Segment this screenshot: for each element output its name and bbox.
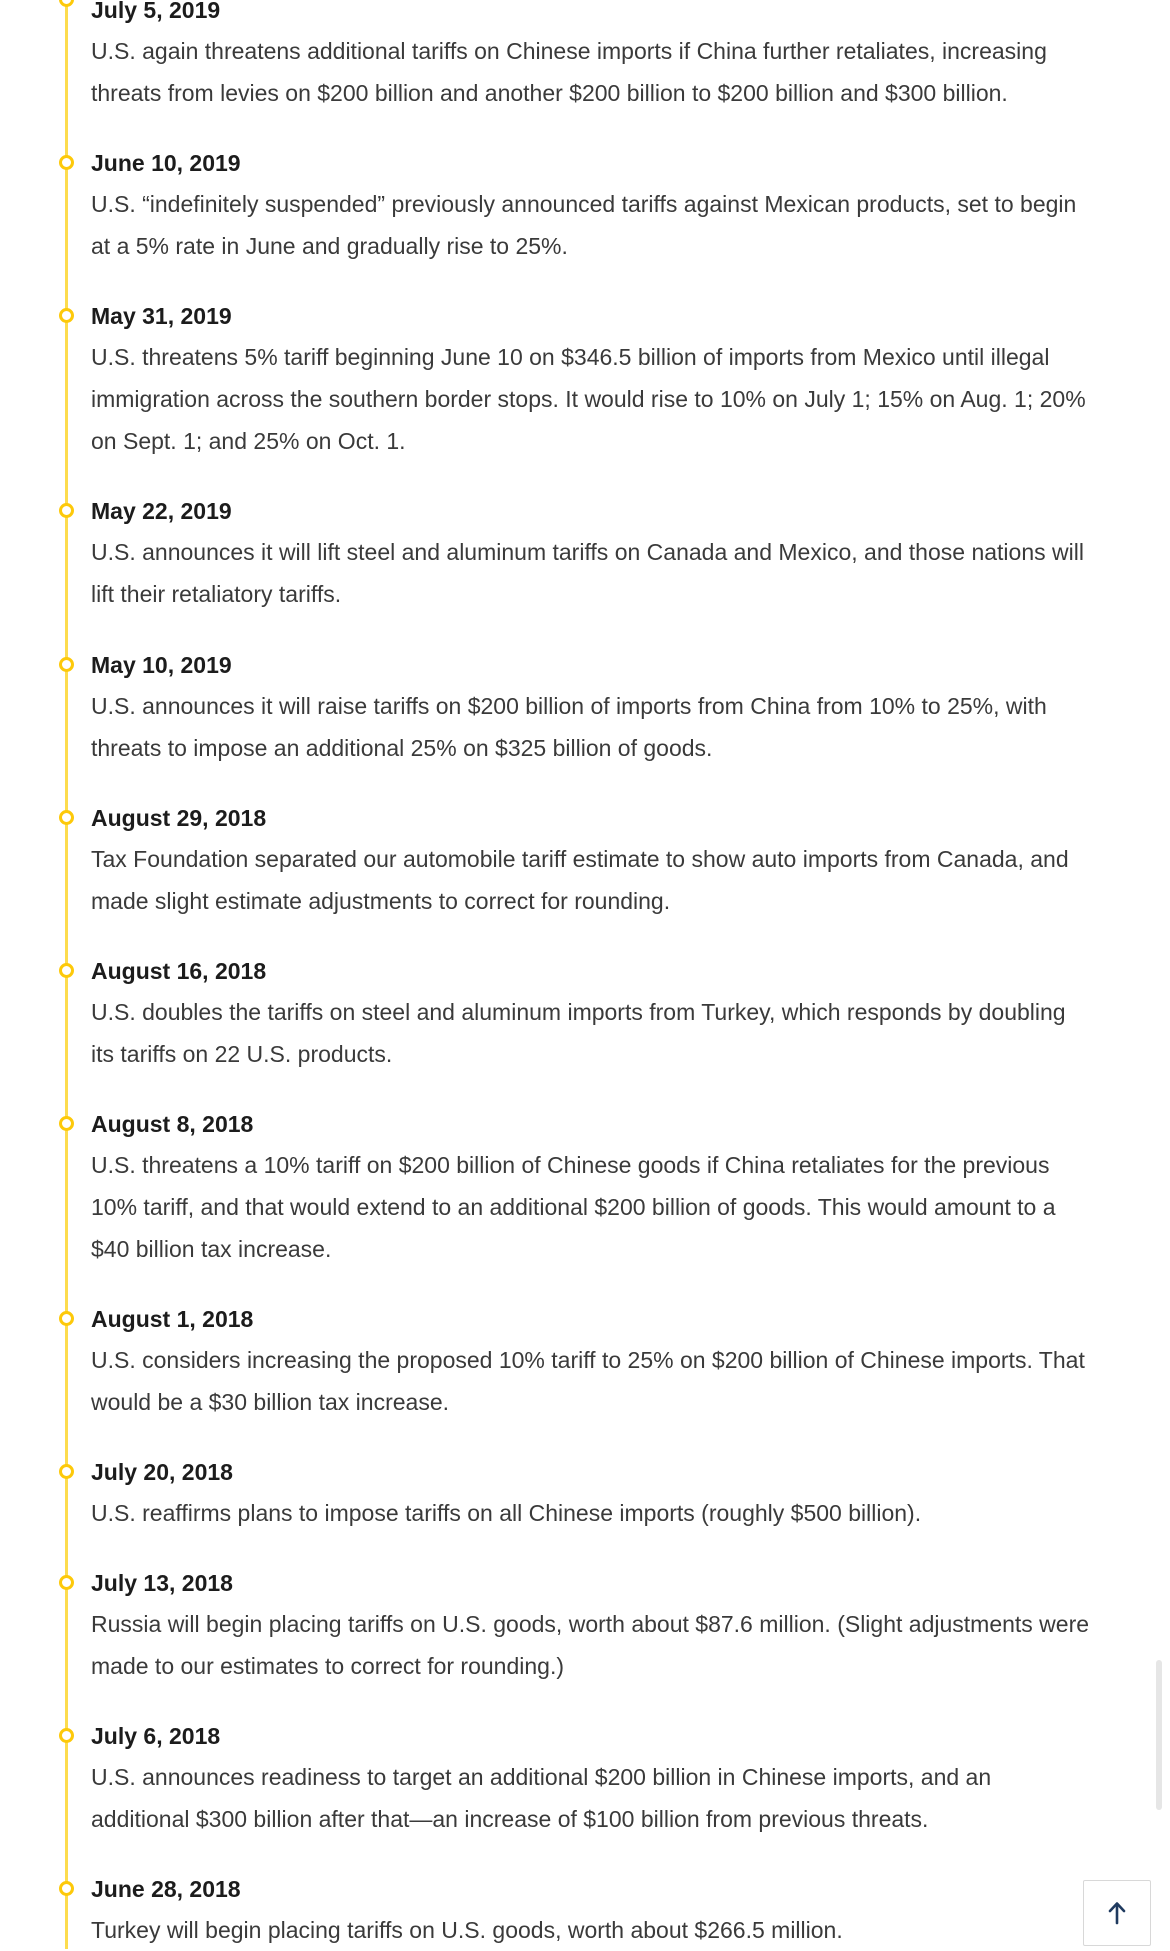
- timeline-marker-icon: [59, 657, 74, 672]
- timeline-marker-icon: [59, 1464, 74, 1479]
- entry-date: July 5, 2019: [91, 0, 221, 23]
- entry-date: May 10, 2019: [91, 652, 232, 678]
- timeline-marker-icon: [59, 1116, 74, 1131]
- timeline-marker-icon: [59, 1575, 74, 1590]
- entry-description: U.S. announces it will raise tariffs on $200 billion of imports from China from 10% to 25%, with threats to impose an additional 25% on $325 billion of goods.: [91, 693, 1047, 761]
- timeline-marker-icon: [59, 810, 74, 825]
- timeline-marker-icon: [59, 963, 74, 978]
- timeline-marker-icon: [59, 1728, 74, 1743]
- timeline-marker-icon: [59, 1311, 74, 1326]
- entry-description: U.S. threatens 5% tariff beginning June 10 on $346.5 billion of imports from Mexico until illegal immigration across the southern border stops. It would rise to 10% on July 1; 15% on Aug. 1; 20% on Sept. 1; and 25% on Oct. 1.: [91, 344, 1086, 454]
- entry-date: July 20, 2018: [91, 1459, 233, 1485]
- entry-date: July 6, 2018: [91, 1723, 221, 1749]
- entry-date: July 13, 2018: [91, 1570, 233, 1596]
- entry-date: August 1, 2018: [91, 1306, 254, 1332]
- entry-description: U.S. announces it will lift steel and aluminum tariffs on Canada and Mexico, and those nations will lift their retaliatory tariffs.: [91, 539, 1084, 607]
- back-to-top-button[interactable]: [1083, 1880, 1151, 1946]
- entry-description: Tax Foundation separated our automobile tariff estimate to show auto imports from Canada, and made slight estimate adjustments to correct for rounding.: [91, 846, 1069, 914]
- timeline-marker-icon: [59, 1881, 74, 1896]
- entry-description: U.S. reaffirms plans to impose tariffs on all Chinese imports (roughly $500 billion).: [91, 1500, 922, 1526]
- entry-description: U.S. doubles the tariffs on steel and aluminum imports from Turkey, which responds by doubling its tariffs on 22 U.S. products.: [91, 999, 1066, 1067]
- entry-description: U.S. “indefinitely suspended” previously announced tariffs against Mexican products, set to begin at a 5% rate in June and gradually rise to 25%.: [91, 191, 1077, 259]
- entry-description: Russia will begin placing tariffs on U.S. goods, worth about $87.6 million. (Slight adjustments were made to our estimates to correct for rounding.): [91, 1611, 1090, 1679]
- entry-description: Turkey will begin placing tariffs on U.S. goods, worth about $266.5 million.: [91, 1917, 843, 1943]
- entry-description: U.S. considers increasing the proposed 10% tariff to 25% on $200 billion of Chinese imports. That would be a $30 billion tax increase.: [91, 1347, 1085, 1415]
- timeline-marker-icon: [59, 0, 74, 7]
- timeline-marker-icon: [59, 308, 74, 323]
- entry-date: August 16, 2018: [91, 958, 267, 984]
- entry-date: May 22, 2019: [91, 498, 232, 524]
- entry-date: August 8, 2018: [91, 1111, 254, 1137]
- entry-description: U.S. threatens a 10% tariff on $200 billion of Chinese goods if China retaliates for the previous 10% tariff, and that would extend to an additional $200 billion of goods. This would amount to a $40 billion tax increase.: [91, 1152, 1056, 1262]
- entry-date: June 28, 2018: [91, 1876, 241, 1902]
- scrollbar[interactable]: [1156, 1660, 1162, 1810]
- timeline-marker-icon: [59, 503, 74, 518]
- arrow-up-icon: [1105, 1900, 1129, 1926]
- entry-description: U.S. again threatens additional tariffs on Chinese imports if China further retaliates, increasing threats from levies on $200 billion and another $200 billion to $200 billion and $300 billion.: [91, 38, 1047, 106]
- entry-date: May 31, 2019: [91, 303, 232, 329]
- entry-date: August 29, 2018: [91, 805, 267, 831]
- entry-date: June 10, 2019: [91, 150, 241, 176]
- timeline-marker-icon: [59, 155, 74, 170]
- entry-description: U.S. announces readiness to target an additional $200 billion in Chinese imports, and an additional $300 billion after that—an increase of $100 billion from previous threats.: [91, 1764, 992, 1832]
